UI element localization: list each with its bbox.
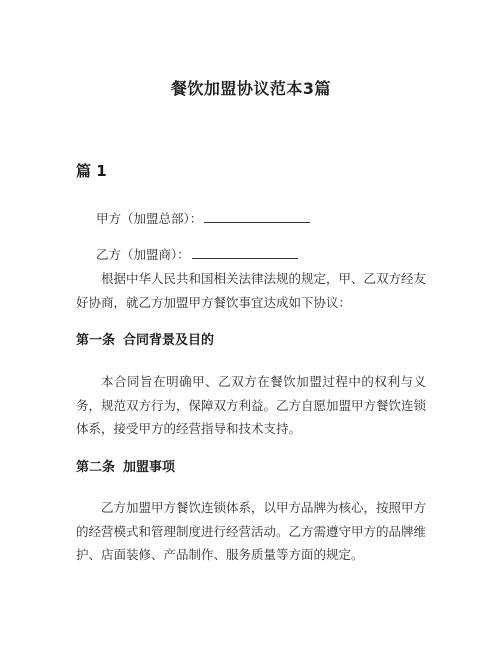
article-heading: [76, 456, 175, 475]
article-number: 第二条: [76, 460, 116, 475]
article-heading: [76, 329, 214, 348]
party-b-blank: [192, 246, 298, 259]
party-a-line: [96, 209, 310, 227]
party-a-label: 甲方（加盟总部）：: [96, 211, 203, 226]
article-body: 本合同旨在明确甲、乙双方在餐饮加盟过程中的权利与义务，规范双方行为，保障双方利益。乙方自愿加盟甲方餐饮连锁体系，接受甲方的经营指导和技术支持。: [76, 374, 427, 436]
part-heading: 篇 1: [76, 162, 107, 180]
party-a-blank: [204, 210, 310, 223]
article-body: 乙方加盟甲方餐饮连锁体系，以甲方品牌为核心，按照甲方的经营模式和管理制度进行经营活动。乙方需遵守甲方的品牌维护、店面装修、产品制作、服务质量等方面的规定。: [76, 500, 427, 562]
intro-paragraph: 根据中华人民共和国相关法律法规的规定，甲、乙双方经友好协商，就乙方加盟甲方餐饮事宜达成如下协议：: [76, 271, 427, 310]
article-number: 第一条: [76, 333, 116, 348]
article-title: 加盟事项: [123, 460, 176, 475]
party-b-label: 乙方（加盟商）：: [96, 247, 190, 262]
document-title: 餐饮加盟协议范本3篇: [170, 79, 332, 98]
article-title: 合同背景及目的: [123, 333, 215, 348]
party-b-line: [96, 245, 298, 263]
